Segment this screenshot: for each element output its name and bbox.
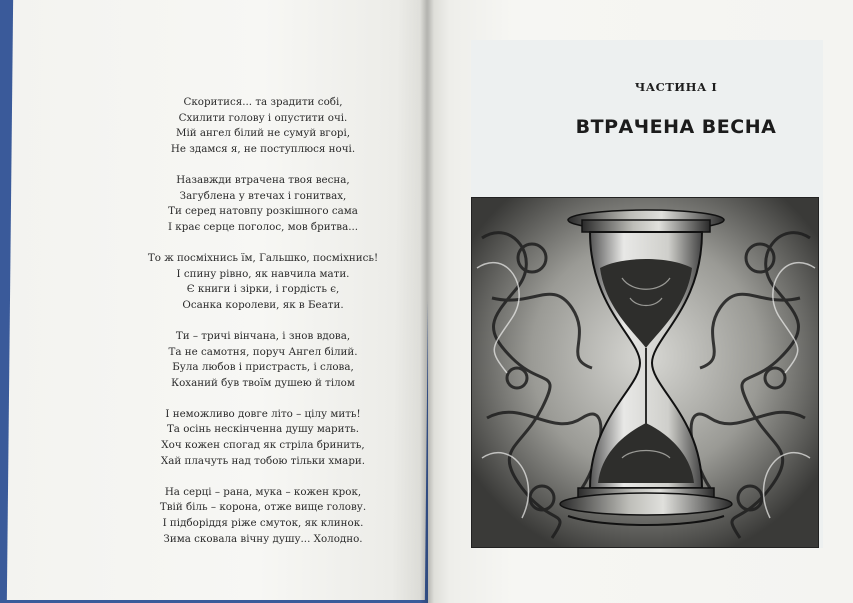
stanza	[128, 95, 398, 157]
poem-line: І крає серце поголос, мов бритва...	[167, 220, 359, 233]
poem-line: Зима сковала вічну душу... Холодно.	[163, 532, 363, 545]
poem-line: Схилити голову і опустити очі.	[178, 111, 348, 124]
poem-line: Твій біль – корона, отже вище голову.	[159, 501, 367, 514]
poem-line: Хоч кожен спогад як стріла бринить,	[161, 439, 365, 452]
stanza	[128, 407, 398, 469]
poem	[128, 95, 398, 563]
poem-line: Не здамся я, не поступлюся ночі.	[170, 142, 356, 155]
poem-line: Ти серед натовпу розкішного сама	[168, 205, 358, 218]
book-gutter	[420, 0, 434, 603]
poem-line: Коханий був твоїм душею й тілом	[171, 376, 355, 389]
poem-line: Є книги і зірки, і гордість є,	[186, 283, 340, 296]
poem-line: І спину рівно, як навчила мати.	[176, 267, 350, 280]
poem-line: Назавжди втрачена твоя весна,	[176, 173, 350, 186]
stanza	[128, 329, 398, 391]
stanza	[128, 251, 398, 313]
poem-line: Осанка королеви, як в Беати.	[182, 298, 344, 311]
stanza	[128, 173, 398, 235]
poem-line: То ж посміхнись їм, Гальшко, посміхнись!	[147, 251, 379, 264]
part-label: ЧАСТИНА І	[634, 80, 718, 94]
stanza	[128, 485, 398, 547]
poem-line: Хай плачуть над тобою тільки хмари.	[160, 454, 366, 467]
poem-line: Була любов і пристрасть, і слова,	[172, 361, 354, 374]
hourglass-illustration	[471, 197, 819, 548]
poem-line: Загублена у втечах і гонитвах,	[179, 189, 347, 202]
poem-line: Та осінь нескінченна душу марить.	[166, 423, 360, 436]
poem-line: Скоритися... та зрадити собі,	[183, 96, 343, 108]
poem-line: Ти – тричі вінчана, і знов вдова,	[175, 329, 351, 342]
poem-line: Мій ангел білий не сумуй вгорі,	[175, 127, 351, 140]
chapter-title: ВТРАЧЕНА ВЕСНА	[575, 116, 777, 138]
poem-line: І підборіддя ріже смуток, як клинок.	[162, 517, 364, 530]
poem-line: І неможливо довге літо – цілу мить!	[165, 407, 361, 420]
poem-line: Та не самотня, поруч Ангел білий.	[168, 345, 358, 358]
hourglass-icon	[472, 198, 819, 548]
poem-line: На серці – рана, мука – кожен крок,	[164, 485, 362, 498]
